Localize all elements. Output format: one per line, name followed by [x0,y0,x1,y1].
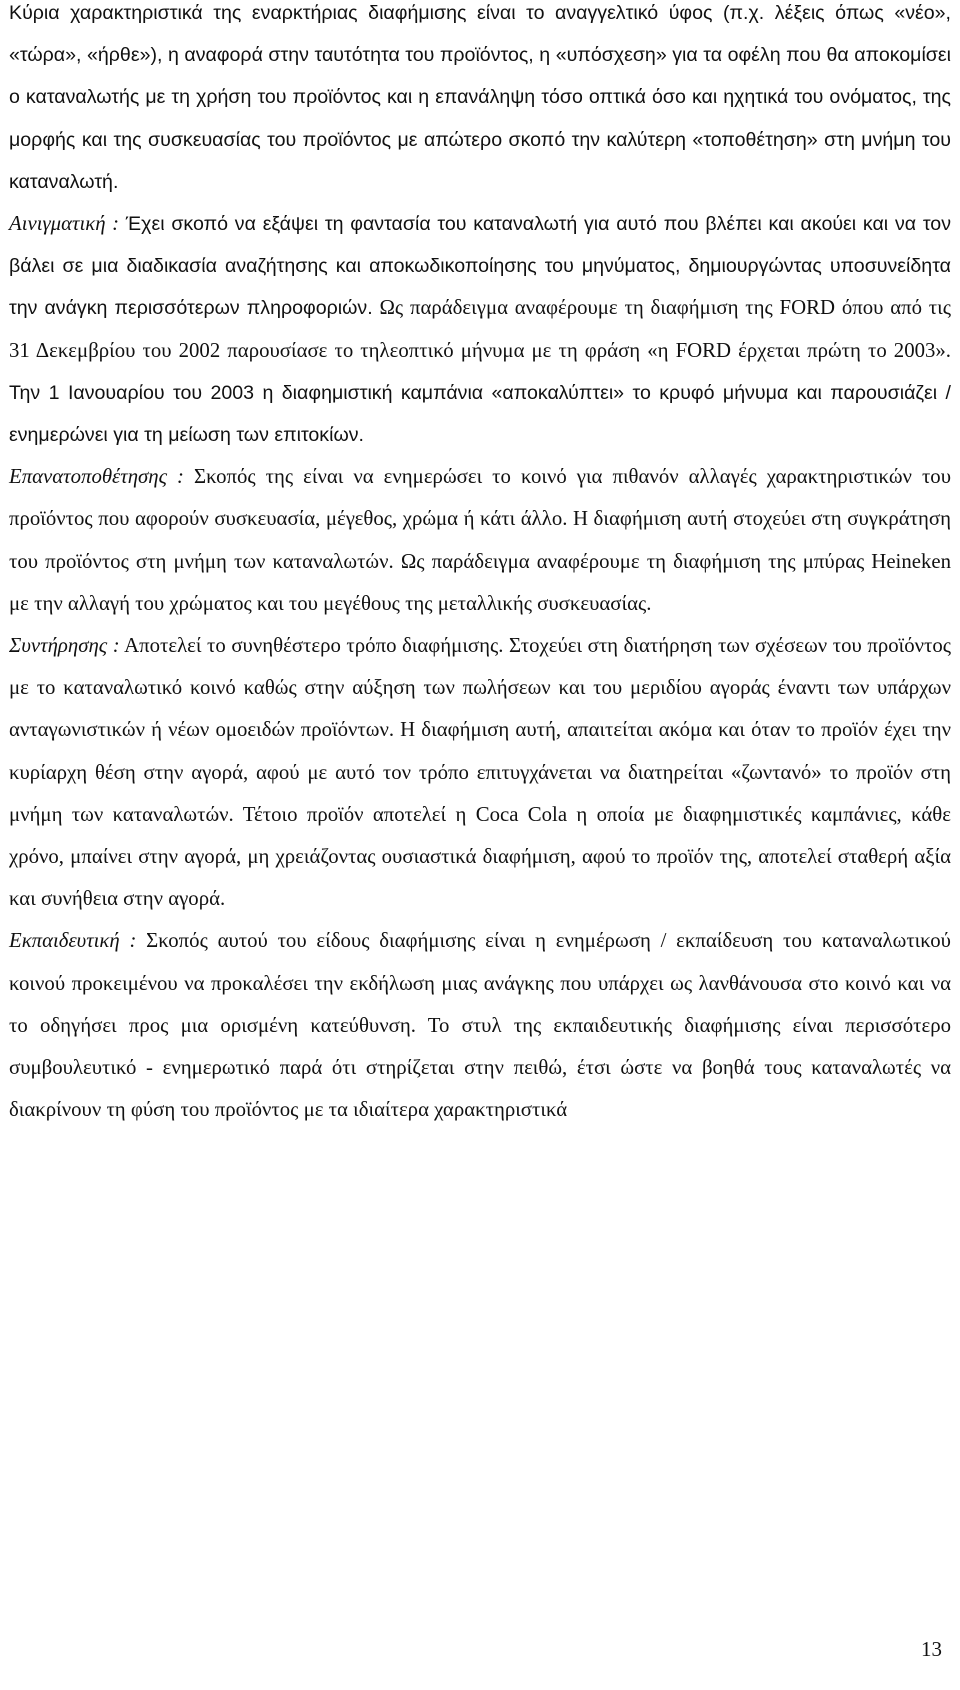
maintenance-definition: Αποτελεί το συνηθέστερο τρόπο διαφήμισης. [119,634,504,658]
educational-definition: Σκοπός αυτού του είδους διαφήμισης είναι η ενημέρωση / εκπαίδευση του καταναλωτικού κοινού προκειμένου να προκαλέσει την εκδήλωση μιας ανάγκης που υπάρχει ως λανθάνουσα στο κοινό και να το οδηγήσει προς μια ορισμένη κατεύθυνση. Το στυλ της εκπαιδευτικής διαφήμισης είναι περισσότερο συμβουλευτικό - ενημερωτικό παρά ότι στηρίζεται στην πειθώ, έτσι ώστε να βοηθά τους καταναλωτές να διακρίνουν τη φύση του προϊόντος με τα ιδιαίτερα χαρακτηριστικά [9,929,951,1122]
repositioning-definition: Σκοπός της είναι να ενημερώσει το κοινό για πιθανόν αλλαγές χαρακτηριστικών του προϊόντος που αφορούν συσκευασία, μέγεθος, χρώμα ή κάτι άλλο. Η διαφήμιση αυτή στοχεύει στη συγκράτηση του προϊόντος στη μνήμη των καταναλωτών. [9,465,951,573]
enigmatic-definition: Έχει σκοπό να εξάψει τη φαντασία του καταναλωτή για αυτό που βλέπει και ακούει και να τον βάλει σε μια διαδικασία αναζήτησης και αποκωδικοποίησης του μηνύματος, δημιουργώντας υποσυνείδητα την ανάγκη περισσότερων πληροφοριών. [9,213,951,320]
page-number: 13 [921,1637,942,1661]
intro-paragraph: Κύρια χαρακτηριστικά της εναρκτήριας διαφήμισης είναι το αναγγελτικό ύφος (π.χ. λέξεις όπως «νέο», «τώρα», «ήρθε»), η αναφορά στην ταυτότητα του προϊόντος, η «υπόσχεση» για τα οφέλη που θα αποκομίσει ο καταναλωτής με τη χρήση του προϊόντος και η επανάληψη τόσο οπτικά όσο και ηχητικά του ονόματος, της μορφής και της συσκευασίας του προϊόντος με απώτερο σκοπό την καλύτερη «τοποθέτηση» στη μνήμη του καταναλωτή. [9,2,951,193]
term-maintenance: Συντήρησης : [9,634,120,658]
paragraph-repositioning [9,456,951,625]
term-educational: Εκπαιδευτική : [9,929,137,953]
paragraph-maintenance [9,625,951,920]
body-text [9,0,951,1131]
term-enigmatic: Αινιγματική : [9,212,120,236]
enigmatic-example: Ως παράδειγμα αναφέρουμε τη διαφήμιση της FORD όπου από τις 31 Δεκεμβρίου του 2002 παρουσίασε το τηλεοπτικό μήνυμα με τη φράση «η FORD έρχεται πρώτη το 2003». [9,296,951,362]
paragraph-enigmatic [9,203,951,456]
enigmatic-reveal: Την 1 Ιανουαρίου του 2003 η διαφημιστική καμπάνια «αποκαλύπτει» το κρυφό μήνυμα και παρουσιάζει / ενημερώνει για τη μείωση των επιτοκίων. [9,381,951,447]
term-repositioning: Επανατοποθέτησης : [9,465,184,489]
paragraph-educational [9,920,951,1131]
maintenance-details: Στοχεύει στη διατήρηση των σχέσεων του προϊόντος με το καταναλωτικό κοινό καθώς στην αύξηση των πωλήσεων και του μεριδίου αγοράς έναντι των υπάρχων ανταγωνιστικών ή νέων ομοειδών προϊόντων. Η διαφήμιση αυτή, απαιτείται ακόμα και όταν το προϊόν έχει την κυρίαρχη θέση στην αγορά, αφού με αυτό τον τρόπο επιτυγχάνεται να διατηρείται «ζωντανό» το προϊόν στη μνήμη των καταναλωτών. Τέτοιο προϊόν αποτελεί η Coca Cola η οποία με διαφημιστικές καμπάνιες, κάθε χρόνο, μπαίνει στην αγορά, μη χρειάζοντας ουσιαστικά διαφήμιση, αφού το προϊόν της, αποτελεί σταθερή αξία και συνήθεια στην αγορά. [9,634,951,911]
repositioning-example: Ως παράδειγμα αναφέρουμε τη διαφήμιση της μπύρας Heineken με την αλλαγή του χρώματος και του μεγέθους της μεταλλικής συσκευασίας. [9,549,951,615]
